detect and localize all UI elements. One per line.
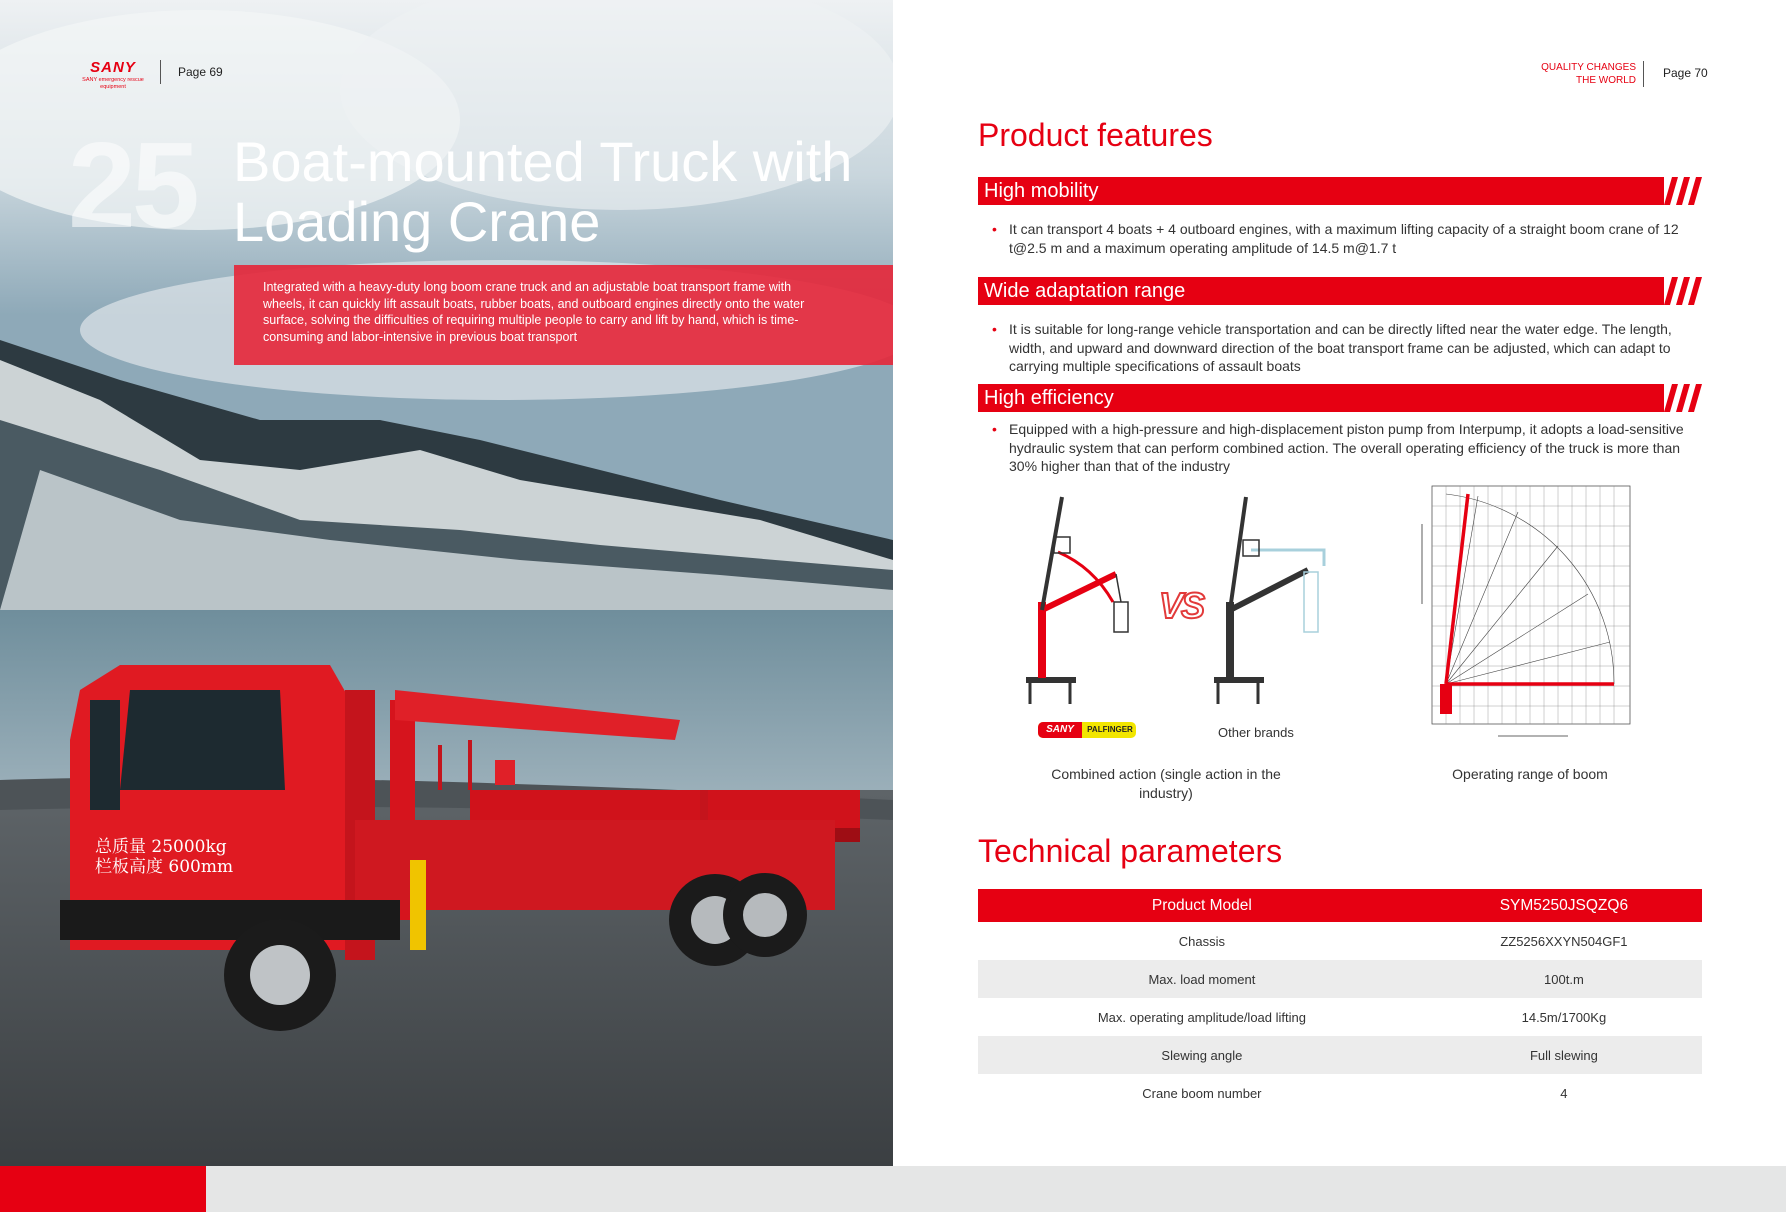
feature-text-mobility: • It can transport 4 boats + 4 outboard engines, with a maximum lifting capacity of a straight boom crane of 12 t@2.5 m and a maximum operating amplitude of 14.5 m@1.7 t xyxy=(992,220,1692,257)
other-crane-diagram xyxy=(1206,492,1336,712)
table-cell: Max. operating amplitude/load lifting xyxy=(1097,1009,1306,1025)
stripes-icon xyxy=(1664,177,1702,205)
page-number-right: Page 70 xyxy=(1663,66,1708,80)
header-divider xyxy=(160,60,161,84)
table-header-cell: Product Model xyxy=(978,889,1426,922)
intro-box xyxy=(234,265,893,365)
badge-partner: PALFINGER xyxy=(1087,725,1133,734)
table-cell: Max. load moment xyxy=(978,960,1426,998)
intro-text: Integrated with a heavy-duty long boom crane truck and an adjustable boat transport frame with wheels, it can quickly lift assault boats, rubber boats, and outboard engines directly onto the water surface, solving the difficulties of requiring multiple people to carry and lift by hand, which is time-consuming and labor-intensive in previous boat transport xyxy=(263,280,805,344)
logo-subtitle: SANY emergency rescue equipment xyxy=(82,77,144,90)
feature-title: Wide adaptation range xyxy=(984,280,1186,302)
stripes-icon xyxy=(1664,277,1702,305)
product-title: Boat-mounted Truck with Loading Crane xyxy=(233,130,853,253)
feature-text-efficiency: • Equipped with a high-pressure and high-displacement piston pump from Interpump, it adopts a load-sensitive hydraulic system that can perform combined action. The overall operating efficiency of the truck is more than 30% higher than that of the industry xyxy=(992,420,1692,476)
table-cell: Chassis xyxy=(1178,933,1226,949)
footer-strip xyxy=(0,1166,1786,1212)
caption-combined-action: Combined action (single action in the industry) xyxy=(1051,766,1281,801)
table-row xyxy=(978,1036,1702,1074)
header-divider xyxy=(1643,61,1644,87)
right-page xyxy=(893,0,1786,1166)
sany-crane-diagram xyxy=(1018,492,1138,712)
sany-logo xyxy=(82,60,144,90)
left-page xyxy=(0,0,893,1166)
table-cell: Crane boom number xyxy=(1142,1085,1262,1101)
product-number: 25 xyxy=(68,117,196,253)
tech-heading: Technical parameters xyxy=(978,833,1283,869)
table-cell: Slewing angle xyxy=(978,1036,1426,1074)
footer-red-block xyxy=(0,1166,206,1212)
features-heading: Product features xyxy=(978,117,1213,153)
table-header-row xyxy=(978,889,1702,922)
cab-text-2: 栏板高度 600mm xyxy=(95,857,234,877)
slogan-line-1: QUALITY CHANGES xyxy=(1541,62,1636,73)
stripes-icon xyxy=(1664,384,1702,412)
table-row xyxy=(978,960,1702,998)
table-cell: 100t.m xyxy=(1426,960,1702,998)
feature-title: High efficiency xyxy=(984,387,1114,409)
technical-parameters-table xyxy=(978,889,1702,1112)
table-cell: Full slewing xyxy=(1426,1036,1702,1074)
table-row xyxy=(978,1074,1702,1112)
boom-operating-range-chart xyxy=(1418,484,1648,746)
page-number-left: Page 69 xyxy=(178,65,223,79)
slogan xyxy=(1503,61,1636,87)
feature-bar-adaptation xyxy=(978,277,1702,305)
table-cell: ZZ5256XXYN504GF1 xyxy=(1500,933,1628,949)
slogan-line-2: THE WORLD xyxy=(1576,75,1636,86)
feature-bar-efficiency xyxy=(978,384,1702,412)
cab-text-1: 总质量 25000kg xyxy=(95,837,227,857)
table-header-cell: SYM5250JSQZQ6 xyxy=(1426,889,1702,922)
table-row xyxy=(978,998,1702,1036)
caption-operating-range: Operating range of boom xyxy=(1452,766,1608,782)
other-brands-label: Other brands xyxy=(1218,725,1294,740)
logo-word: SANY xyxy=(90,59,136,76)
table-cell: 14.5m/1700Kg xyxy=(1521,1009,1607,1025)
badge-sany: SANY xyxy=(1038,722,1082,738)
vs-label: VS xyxy=(1159,585,1204,626)
feature-bar-mobility xyxy=(978,177,1702,205)
feature-title: High mobility xyxy=(984,180,1099,202)
table-cell: 4 xyxy=(1560,1085,1568,1101)
feature-text-adaptation: • It is suitable for long-range vehicle transportation and can be directly lifted near the water edge. The length, width, and upward and downward direction of the boat transport frame can be adjusted, which can adapt to carrying multiple specifications of assault boats xyxy=(992,320,1692,376)
sany-palfinger-badge xyxy=(1038,722,1136,738)
table-row xyxy=(978,922,1702,960)
